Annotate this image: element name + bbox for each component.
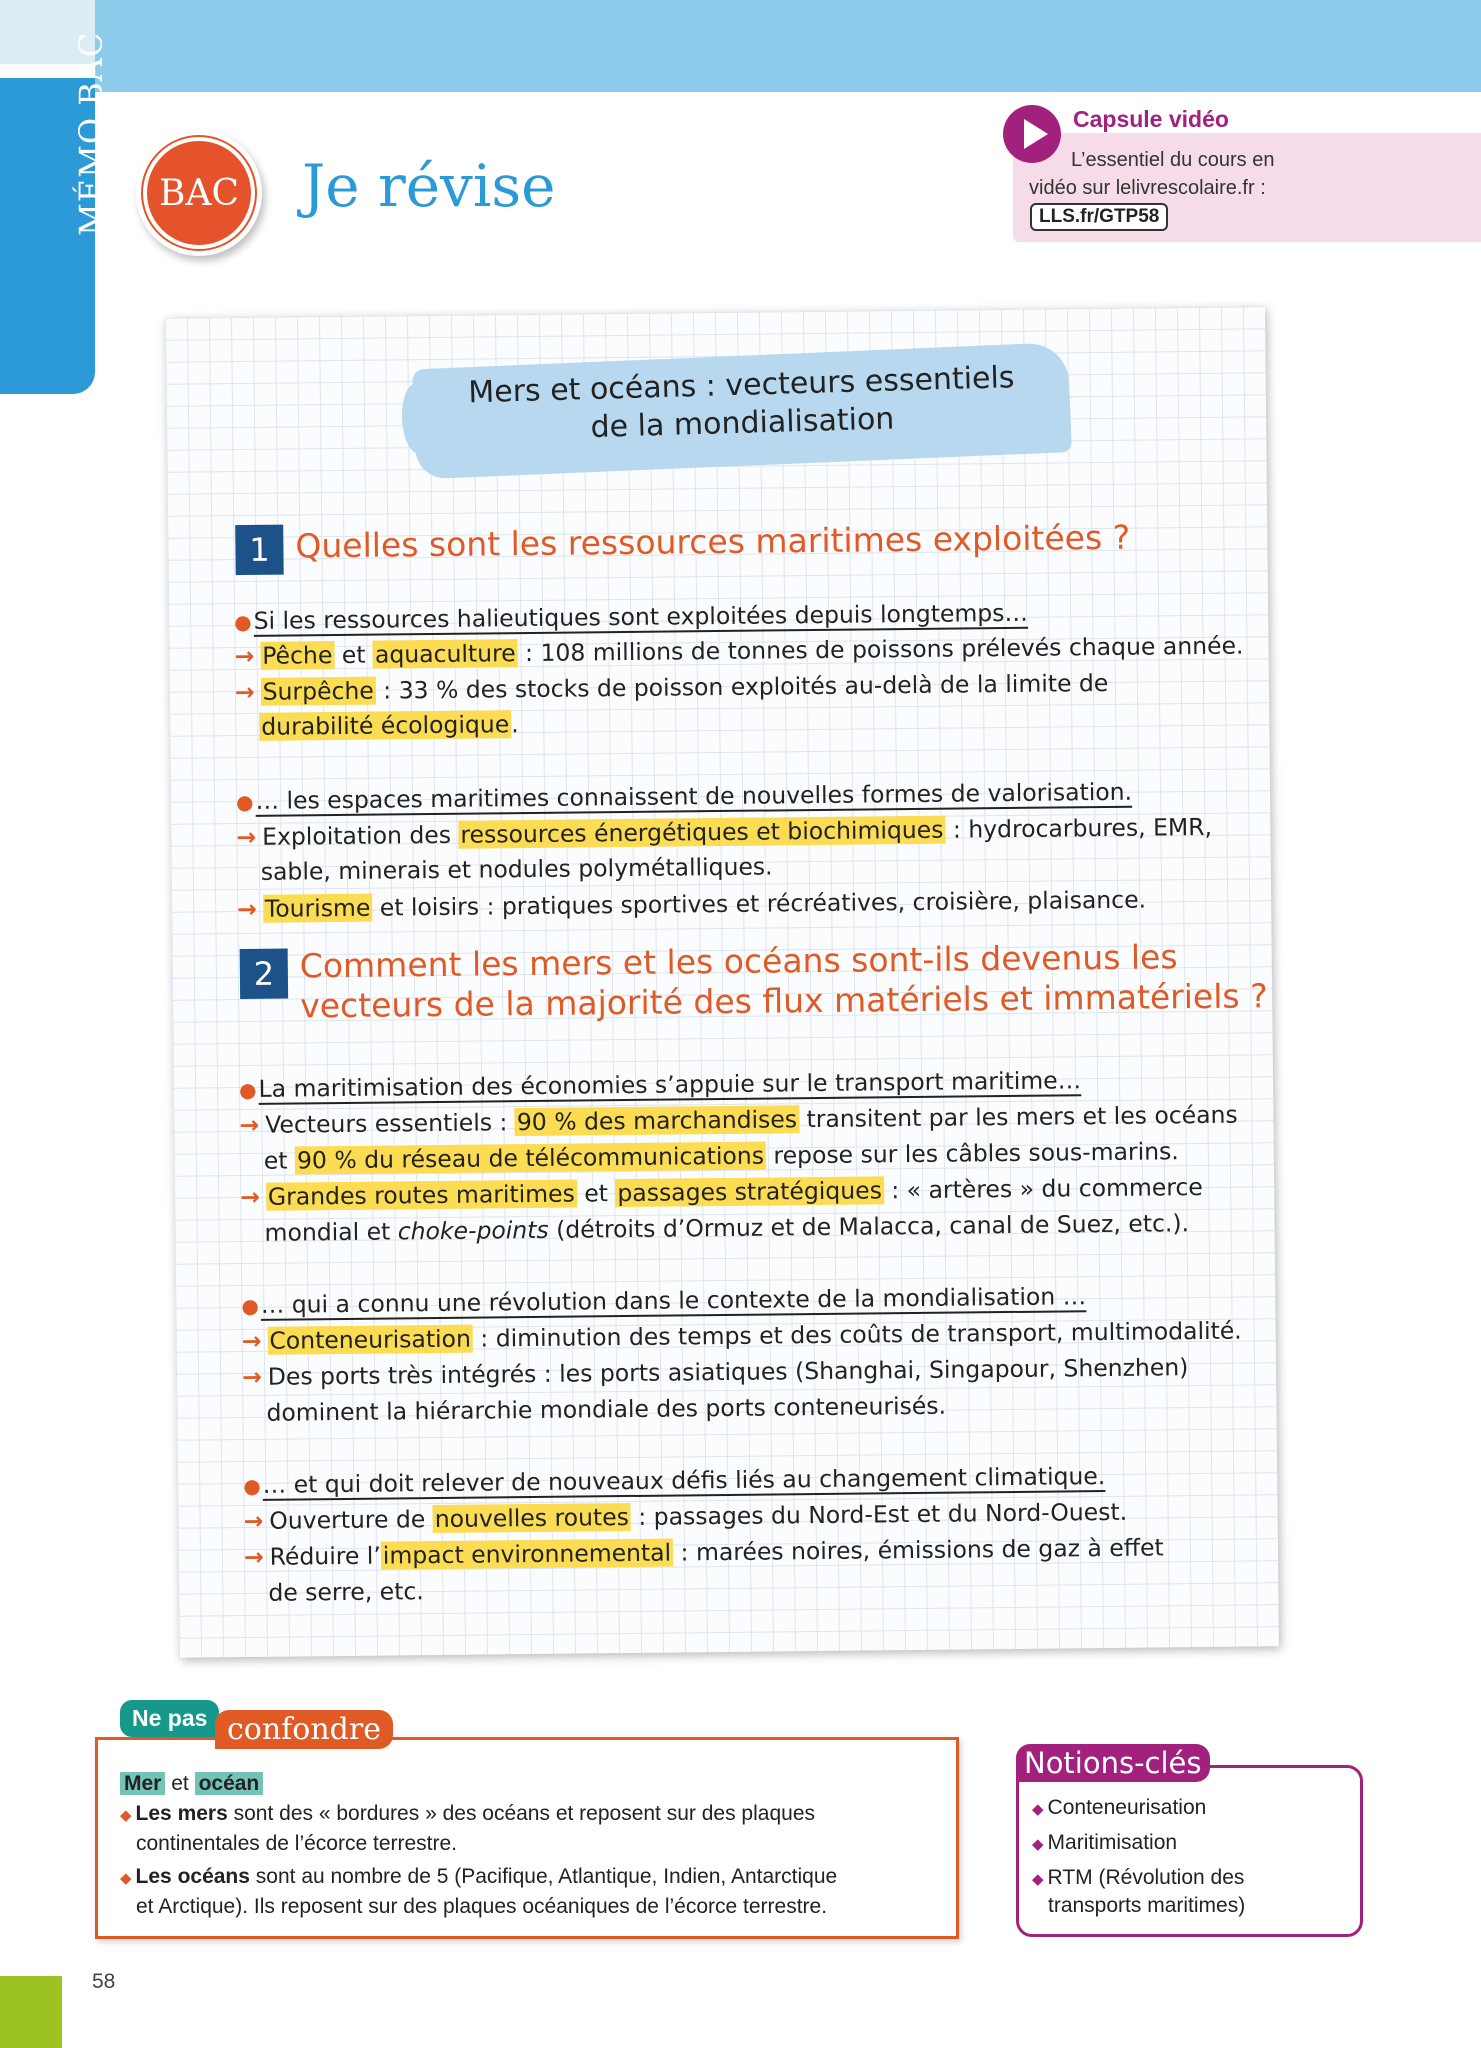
card-title-line1: Mers et océans : vecteurs essentiels: [467, 360, 1015, 411]
question-1-title: Quelles sont les ressources maritimes exploitées ?: [295, 517, 1131, 566]
diamond-icon: ◆: [1032, 1836, 1044, 1853]
confondre-item-2: ◆ Les océans sont au nombre de 5 (Pacifique, Atlantique, Indien, Antarctique et Arctique). Ils reposent sur des plaques océaniques de l’écorce terrestre.: [120, 1865, 838, 1918]
capsule-title: Capsule vidéo: [1073, 106, 1229, 132]
section-1-lead: ●Si les ressources halieutiques sont exploitées depuis longtemps…: [234, 598, 1029, 635]
card-title-line2: de la mondialisation: [590, 401, 895, 445]
bullet-icon: ●: [243, 1473, 261, 1499]
page-corner: [0, 1976, 62, 2048]
section-4-item-1: → Conteneurisation : diminution des temps et des coûts de transport, multimodalité.: [241, 1316, 1242, 1356]
page-title: Je révise: [302, 152, 556, 220]
confondre-words: Mer et océan: [120, 1772, 263, 1796]
question-1-number: 1: [235, 525, 284, 575]
section-1-item-2: → Surpêche : 33 % des stocks de poisson exploités au-delà de la limite de: [234, 668, 1109, 707]
word-mer: Mer: [120, 1772, 165, 1795]
bullet-icon: ●: [238, 1077, 257, 1103]
arrow-icon: →: [241, 1362, 262, 1392]
notion-item: ◆ Maritimisation: [1032, 1831, 1178, 1854]
section-3-item-2: → Grandes routes maritimes et passages stratégiques : « artères » du commerce: [240, 1172, 1203, 1212]
confondre-tag: confondre: [215, 1710, 393, 1749]
section-4-lead: ●… qui a connu une révolution dans le contexte de la mondialisation …: [241, 1282, 1087, 1319]
capsule-text-line1: L’essentiel du cours en: [1071, 149, 1275, 171]
arrow-icon: →: [234, 641, 255, 671]
question-2-number: 2: [240, 949, 289, 999]
section-5-item-2-cont: de serre, etc.: [268, 1577, 424, 1607]
bac-badge: [136, 130, 262, 256]
notion-item-cont: transports maritimes): [1048, 1894, 1246, 1917]
section-3-item-1: → Vecteurs essentiels : 90 % des marchandises transitent par les mers et les océans: [239, 1100, 1238, 1140]
bullet-icon: ●: [234, 609, 252, 635]
capsule-link[interactable]: LLS.fr/GTP58: [1030, 203, 1168, 231]
arrow-icon: →: [234, 677, 255, 707]
capsule-text-line2: vidéo sur lelivrescolaire.fr :: [1029, 177, 1266, 199]
page-number: 58: [92, 1970, 116, 1993]
play-icon[interactable]: [1003, 105, 1061, 163]
bullet-icon: ●: [241, 1293, 259, 1319]
bac-badge-label: BAC: [143, 137, 255, 249]
section-4-item-2-cont: dominent la hiérarchie mondiale des ports conteneurisés.: [266, 1391, 947, 1427]
section-4-item-2: → Des ports très intégrés : les ports asiatiques (Shanghai, Singapour, Shenzhen): [241, 1353, 1189, 1392]
notebook-card: [165, 306, 1279, 1657]
notions-title: Notions-clés: [1016, 1744, 1210, 1782]
section-3-item-2-cont: mondial et choke-points (détroits d’Ormuz et de Malacca, canal de Suez, etc.).: [264, 1209, 1190, 1247]
diamond-icon: ◆: [1032, 1871, 1044, 1888]
section-2-lead: ●… les espaces maritimes connaissent de nouvelles formes de valorisation.: [235, 777, 1133, 815]
section-2-item-1: → Exploitation des ressources énergétiques et biochimiques : hydrocarbures, EMR,: [236, 812, 1213, 852]
section-1-item-1: → Pêche et aquaculture : 108 millions de tonnes de poissons prélevés chaque année.: [234, 631, 1244, 671]
section-1-item-2-cont: durabilité écologique.: [261, 710, 519, 741]
section-3-item-1-cont: et 90 % du réseau de télécommunications repose sur les câbles sous-marins.: [263, 1137, 1179, 1175]
header-band: [95, 0, 1481, 92]
section-2-item-2: → Tourisme et loisirs : pratiques sportives et récréatives, croisière, plaisance.: [237, 885, 1147, 924]
word-ocean: océan: [195, 1772, 264, 1795]
arrow-icon: →: [240, 1182, 261, 1212]
arrow-icon: →: [239, 1110, 260, 1140]
diamond-icon: ◆: [1032, 1801, 1044, 1818]
arrow-icon: →: [237, 894, 258, 924]
arrow-icon: →: [236, 822, 257, 852]
arrow-icon: →: [243, 1542, 264, 1572]
bullet-icon: ●: [235, 789, 254, 815]
arrow-icon: →: [241, 1326, 262, 1356]
diamond-icon: ◆: [120, 1870, 132, 1887]
section-5-item-1: → Ouverture de nouvelles routes : passages du Nord-Est et du Nord-Ouest.: [243, 1497, 1128, 1536]
arrow-icon: →: [243, 1506, 264, 1536]
question-2-title: Comment les mers et les océans sont-ils devenus les vecteurs de la majorité des flux matériels et immatériels ?: [299, 937, 1268, 1026]
notion-item: ◆ RTM (Révolution des: [1032, 1866, 1245, 1889]
ne-pas-tag: Ne pas: [120, 1700, 219, 1737]
side-tab-label: MÉMO BAC: [72, 31, 110, 236]
diamond-icon: ◆: [120, 1807, 132, 1824]
section-5-lead: ●… et qui doit relever de nouveaux défis liés au changement climatique.: [243, 1462, 1106, 1499]
confondre-item-1: ◆ Les mers sont des « bordures » des océans et reposent sur des plaques continentales de l’écorce terrestre.: [120, 1802, 815, 1855]
section-3-lead: ●La maritimisation des économies s’appuie sur le transport maritime…: [238, 1066, 1082, 1103]
section-5-item-2: → Réduire l’impact environnemental : marées noires, émissions de gaz à effet: [243, 1533, 1164, 1572]
notion-item: ◆ Conteneurisation: [1032, 1796, 1207, 1819]
section-2-item-1-cont: sable, minerais et nodules polymétalliques.: [260, 852, 773, 886]
